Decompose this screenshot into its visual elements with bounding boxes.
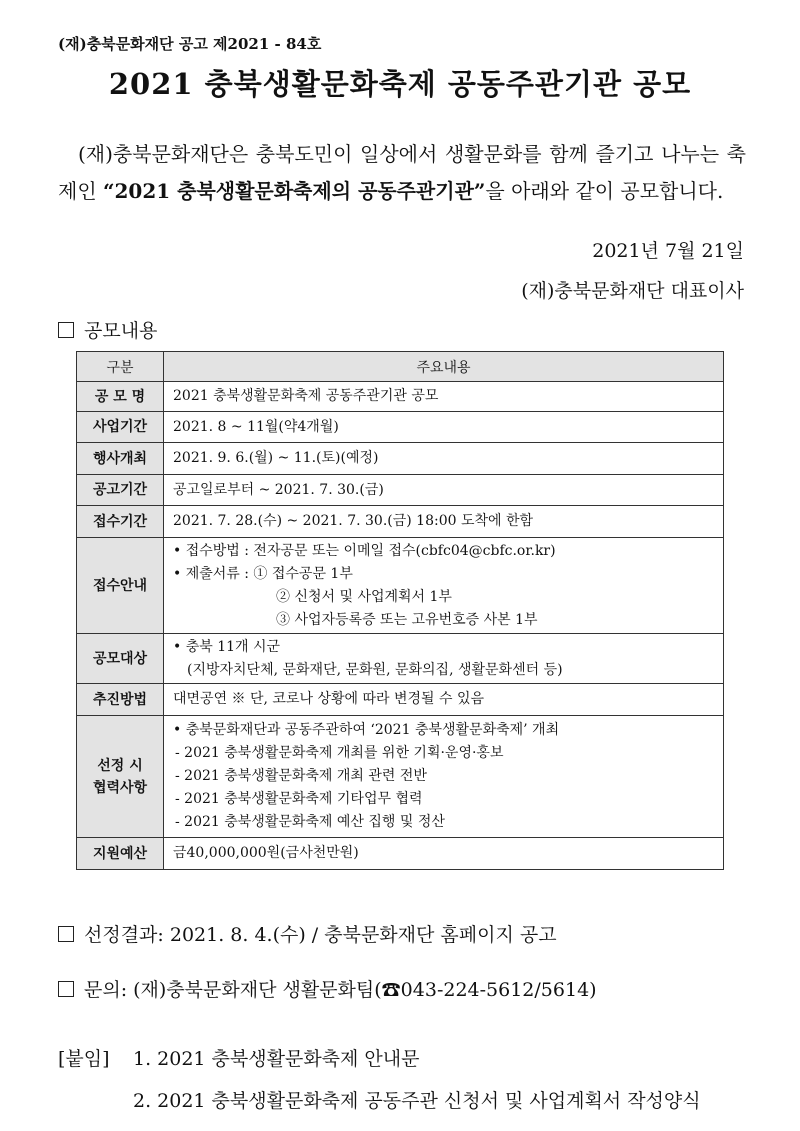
row-content-line: - 2021 충북생활문화축제 예산 집행 및 정산 bbox=[175, 814, 445, 830]
row-content-line: 대면공연 ※ 단, 코로나 상황에 따라 변경될 수 있음 bbox=[173, 691, 485, 707]
row-label: 접수기간 bbox=[77, 506, 164, 538]
signer: (재)충북문화재단 대표이사 bbox=[521, 280, 744, 302]
table-row bbox=[77, 443, 724, 475]
table-row bbox=[77, 506, 724, 538]
table-row bbox=[77, 475, 724, 506]
row-content-line: - 2021 충북생활문화축제 개최 관련 전반 bbox=[175, 768, 427, 784]
row-content bbox=[164, 684, 724, 716]
row-content-line: 2021. 8 ~ 11월(약4개월) bbox=[173, 418, 339, 435]
row-label: 선정 시 협력사항 bbox=[77, 716, 164, 838]
table-row bbox=[77, 412, 724, 443]
table-row bbox=[77, 716, 724, 838]
row-content bbox=[164, 716, 724, 838]
row-label: 추진방법 bbox=[77, 684, 164, 716]
table-header-cell: 주요내용 bbox=[164, 352, 724, 382]
row-content-line: • 접수방법 : 전자공문 또는 이메일 접수(cbfc04@cbfc.or.kr) bbox=[173, 542, 556, 559]
attachments-label: [붙임] bbox=[58, 1048, 110, 1070]
attachment-item-2: 2. 2021 충북생활문화축제 공동주관 신청서 및 사업계획서 작성양식 bbox=[133, 1090, 701, 1112]
row-label: 공 모 명 bbox=[77, 382, 164, 412]
row-content-line: ② 신청서 및 사업계획서 1부 bbox=[276, 588, 452, 605]
contact-text: 문의: (재)충북문화재단 생활문화팀(☎043-224-5612/5614) bbox=[84, 979, 597, 1001]
row-label: 사업기간 bbox=[77, 412, 164, 443]
row-label: 공모대상 bbox=[77, 634, 164, 684]
checkbox-square-icon bbox=[58, 926, 74, 942]
row-content-line: 공고일로부터 ~ 2021. 7. 30.(금) bbox=[173, 481, 384, 498]
row-content-line: • 충북 11개 시군 bbox=[173, 638, 281, 655]
row-content bbox=[164, 838, 724, 870]
table-row bbox=[77, 634, 724, 684]
row-content bbox=[164, 506, 724, 538]
row-label: 접수안내 bbox=[77, 538, 164, 634]
intro-text-before: (재)충북문화재단은 충북도민이 일상에서 생활문화를 함께 즐기고 나누는 축제인 bbox=[58, 142, 746, 203]
notice-date: 2021년 7월 21일 bbox=[592, 240, 744, 262]
section-heading bbox=[58, 316, 157, 343]
selection-result-text: 선정결과: 2021. 8. 4.(수) / 충북문화재단 홈페이지 공고 bbox=[84, 924, 557, 946]
row-content-line: (지방자치단체, 문화재단, 문화원, 문화의집, 생활문화센터 등) bbox=[187, 661, 563, 678]
row-content-line: - 2021 충북생활문화축제 기타업무 협력 bbox=[175, 791, 423, 807]
table-header-row bbox=[77, 352, 724, 382]
row-content-line: • 충북문화재단과 공동주관하여 ‘2021 충북생활문화축제’ 개최 bbox=[173, 722, 560, 738]
row-content-line: 2021. 7. 28.(수) ~ 2021. 7. 30.(금) 18:00 도착에 한함 bbox=[173, 513, 534, 529]
row-content bbox=[164, 538, 724, 634]
row-content bbox=[164, 443, 724, 475]
intro-text-bold: “2021 충북생활문화축제의 공동주관기관” bbox=[103, 179, 486, 203]
intro-paragraph bbox=[58, 136, 746, 210]
row-content bbox=[164, 634, 724, 684]
row-label: 행사개최 bbox=[77, 443, 164, 475]
table-row bbox=[77, 838, 724, 870]
row-content-line: - 2021 충북생활문화축제 개최를 위한 기획·운영·홍보 bbox=[175, 745, 504, 761]
intro-text-after: 을 아래와 같이 공모합니다. bbox=[485, 179, 724, 203]
row-content bbox=[164, 382, 724, 412]
selection-result bbox=[58, 920, 557, 947]
table-row bbox=[77, 382, 724, 412]
row-content bbox=[164, 475, 724, 506]
info-table bbox=[76, 351, 724, 870]
row-content-line: 금40,000,000원(금사천만원) bbox=[173, 845, 359, 861]
row-label: 지원예산 bbox=[77, 838, 164, 870]
checkbox-square-icon bbox=[58, 981, 74, 997]
attachment-item-1: 1. 2021 충북생활문화축제 안내문 bbox=[133, 1048, 420, 1070]
row-content-line: 2021 충북생활문화축제 공동주관기관 공모 bbox=[173, 388, 439, 404]
row-content-line: 2021. 9. 6.(월) ~ 11.(토)(예정) bbox=[173, 450, 379, 466]
contact-info bbox=[58, 975, 597, 1002]
row-content-line: • 제출서류 : ① 접수공문 1부 bbox=[173, 565, 353, 582]
row-content bbox=[164, 412, 724, 443]
table-header-cell: 구분 bbox=[77, 352, 164, 382]
section-title: 공모내용 bbox=[84, 320, 158, 342]
table-row bbox=[77, 684, 724, 716]
notice-number: (재)충북문화재단 공고 제2021 - 84호 bbox=[58, 35, 322, 53]
table-row bbox=[77, 538, 724, 634]
row-label: 공고기간 bbox=[77, 475, 164, 506]
checkbox-square-icon bbox=[58, 322, 74, 338]
page-title: 2021 충북생활문화축제 공동주관기관 공모 bbox=[108, 67, 692, 101]
row-content-line: ③ 사업자등록증 또는 고유번호증 사본 1부 bbox=[276, 611, 538, 628]
